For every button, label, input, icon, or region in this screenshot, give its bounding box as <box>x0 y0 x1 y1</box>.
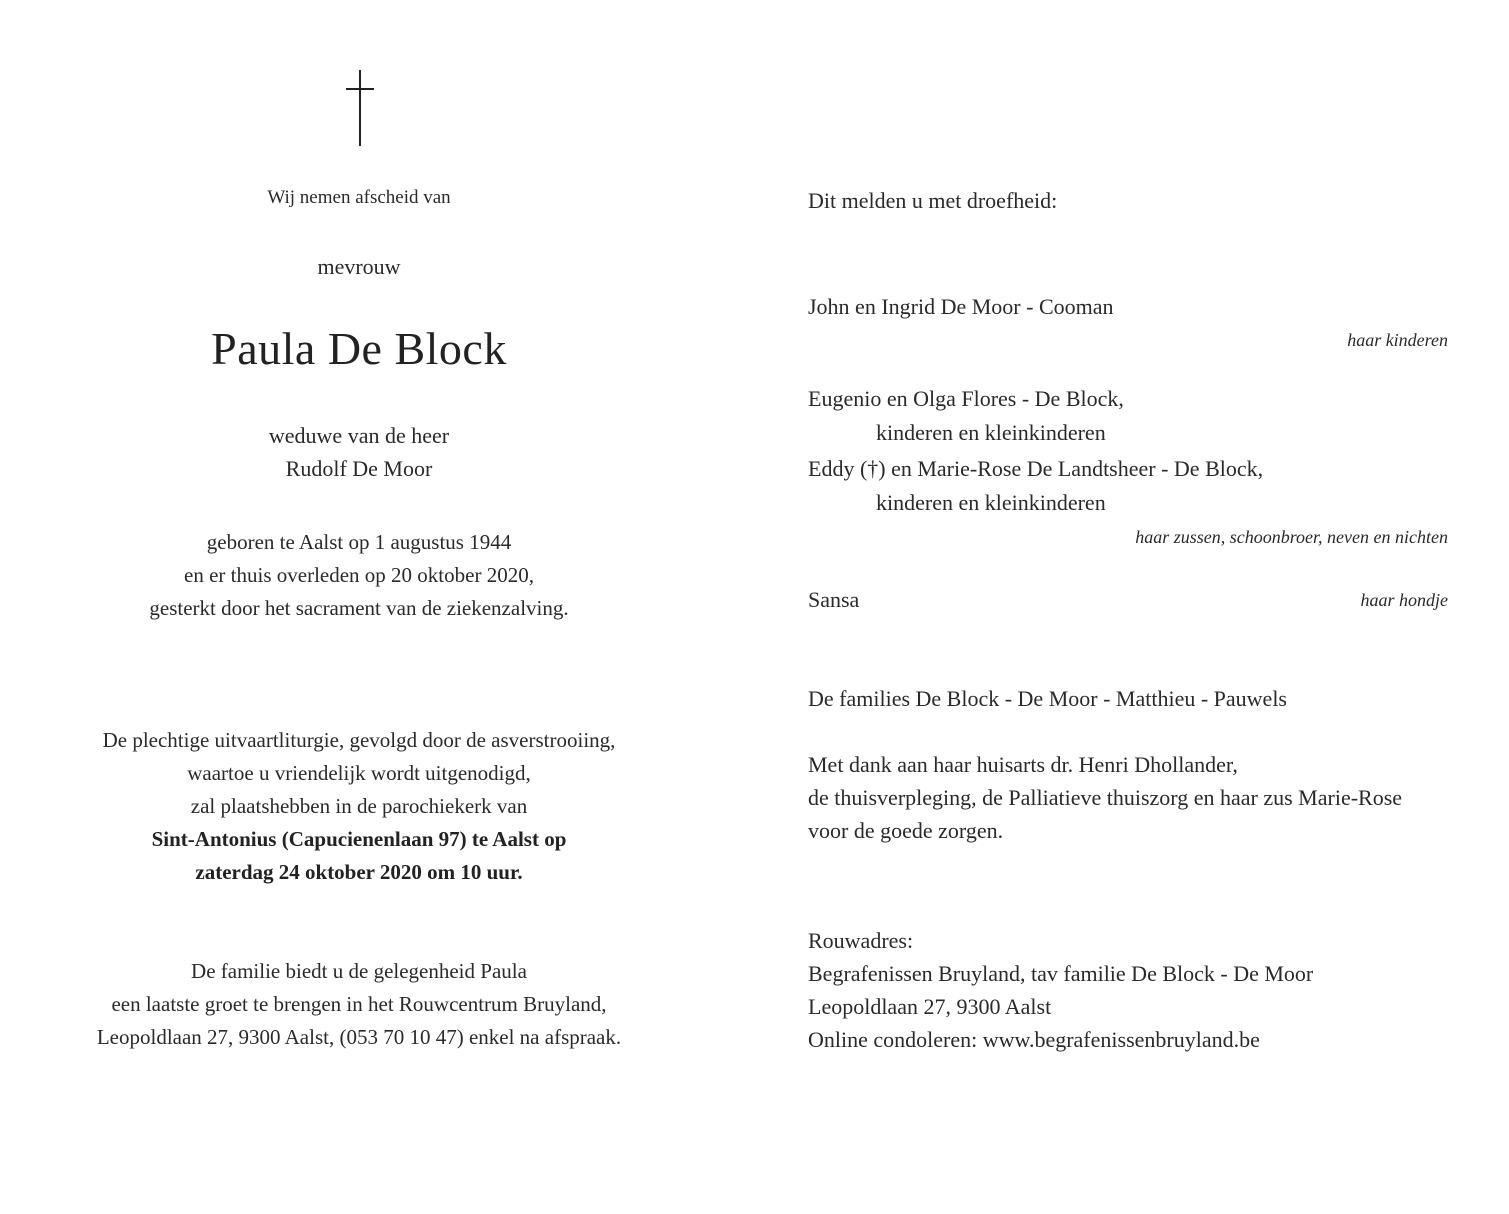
address-line: Begrafenissen Bruyland, tav familie De Block - De Moor <box>808 961 1314 986</box>
pet-role: haar hondje <box>1360 590 1448 610</box>
pet-name: Sansa <box>808 587 860 612</box>
thanks-line: Met dank aan haar huisarts dr. Henri Dhollander, <box>808 752 1238 777</box>
visit-line: De familie biedt u de gelegenheid Paula <box>191 959 527 983</box>
address-block <box>808 924 1313 1056</box>
liturgy-line: De plechtige uitvaartliturgie, gevolgd door de asverstrooiing, <box>102 728 616 752</box>
thanks-line: de thuisverpleging, de Palliatieve thuiszorg en haar zus Marie-Rose <box>808 785 1403 810</box>
life-line: gesterkt door het sacrament van de ziekenzalving. <box>149 596 569 620</box>
liturgy-line: waartoe u vriendelijk wordt uitgenodigd, <box>187 761 531 785</box>
cross-icon <box>346 70 374 146</box>
life-dates <box>0 526 718 625</box>
liturgy-line: zal plaatshebben in de parochiekerk van <box>190 794 528 818</box>
sister2-names: Eddy (†) en Marie-Rose De Landtsheer - De Block, <box>808 456 1264 481</box>
address-line: Leopoldlaan 27, 9300 Aalst <box>808 994 1052 1019</box>
children-names: John en Ingrid De Moor - Cooman <box>808 294 1114 319</box>
intro-text: Wij nemen afscheid van <box>267 187 451 208</box>
sisters-role: haar zussen, schoonbroer, neven en nichten <box>1135 527 1448 547</box>
date-line: zaterdag 24 oktober 2020 om 10 uur. <box>195 860 523 884</box>
widow-block <box>0 419 718 485</box>
visit-line: Leopoldlaan 27, 9300 Aalst, (053 70 10 47) enkel na afspraak. <box>96 1025 622 1049</box>
visit-line: een laatste groet te brengen in het Rouwcentrum Bruyland, <box>111 992 607 1016</box>
honorific: mevrouw <box>317 254 401 279</box>
life-line: geboren te Aalst op 1 augustus 1944 <box>206 530 512 554</box>
sister1-names: Eugenio en Olga Flores - De Block, <box>808 386 1124 411</box>
thanks-line: voor de goede zorgen. <box>808 818 1004 843</box>
address-heading: Rouwadres: <box>808 928 914 953</box>
church-line: Sint-Antonius (Capucienenlaan 97) te Aalst op <box>151 827 567 851</box>
families-line: De families De Block - De Moor - Matthieu - Pauwels <box>808 686 1287 711</box>
life-line: en er thuis overleden op 20 oktober 2020, <box>184 563 534 587</box>
thanks-block <box>808 748 1402 847</box>
visit-block <box>0 955 718 1054</box>
liturgy-block <box>0 724 718 889</box>
deceased-name: Paula De Block <box>211 323 507 374</box>
widow-line: weduwe van de heer <box>268 423 450 448</box>
children-role: haar kinderen <box>1347 330 1448 350</box>
announcement-heading: Dit melden u met droefheid: <box>808 188 1058 213</box>
right-panel <box>808 0 1448 1214</box>
condolence-link[interactable]: Online condoleren: www.begrafenissenbruyland.be <box>808 1027 1260 1052</box>
sister2-descendants: kinderen en kleinkinderen <box>876 490 1106 515</box>
sister1-descendants: kinderen en kleinkinderen <box>876 420 1106 445</box>
left-panel <box>0 0 718 1214</box>
spouse-name: Rudolf De Moor <box>285 456 433 481</box>
